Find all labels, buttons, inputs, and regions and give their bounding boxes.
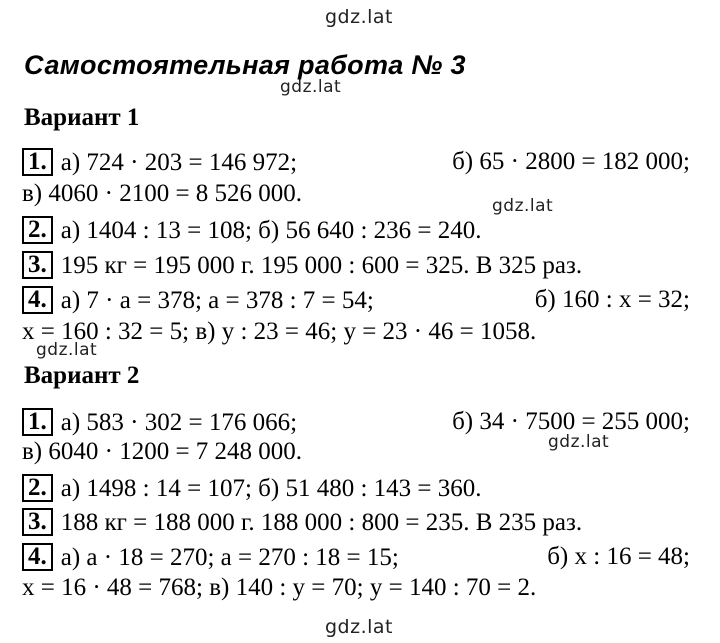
v2-task-3-number: 3.: [22, 508, 53, 536]
v2-task-3: [22, 508, 582, 537]
v1-task-2-number: 2.: [22, 216, 53, 244]
v2-task-2-number: 2.: [22, 474, 53, 502]
v2-task-4-line-1: [22, 543, 690, 572]
v1-task-1-part-b: б) 65 · 2800 = 182 000;: [452, 148, 690, 175]
watermark: gdz.lat: [492, 196, 554, 216]
v2-task-1-part-b: б) 34 · 7500 = 255 000;: [452, 408, 690, 435]
v2-task-4-part-b: б) x : 16 = 48;: [547, 543, 690, 570]
v2-task-4-part-c: x = 16 · 48 = 768; в) 140 : y = 70; y = 140 : 70 = 2.: [22, 574, 537, 601]
variant-2-heading: Вариант 2: [24, 362, 140, 389]
v2-task-2-text: а) 1498 : 14 = 107; б) 51 480 : 143 = 360.: [60, 475, 482, 502]
v2-task-1-part-c: в) 6040 · 1200 = 7 248 000.: [22, 438, 303, 465]
v1-task-2-text: а) 1404 : 13 = 108; б) 56 640 : 236 = 240.: [60, 217, 482, 244]
v1-task-1-part-a: а) 724 · 203 = 146 972;: [60, 149, 298, 176]
v1-task-2: [22, 216, 482, 245]
v2-task-2: [22, 474, 482, 503]
v2-task-1-line-1: [22, 408, 690, 437]
v1-task-3-text: 195 кг = 195 000 г. 195 000 : 600 = 325. В 325 раз.: [60, 252, 583, 279]
v2-task-4-part-a: а) a · 18 = 270; a = 270 : 18 = 15;: [60, 544, 399, 571]
v1-task-1-part-c: в) 4060 · 2100 = 8 526 000.: [22, 180, 303, 207]
v1-task-4-part-b: б) 160 : x = 32;: [534, 286, 690, 313]
v2-task-3-text: 188 кг = 188 000 г. 188 000 : 800 = 235. В 235 раз.: [60, 509, 583, 536]
v1-task-1-line-1: [22, 148, 690, 177]
variant-1-heading: Вариант 1: [24, 104, 140, 131]
v1-task-3: [22, 251, 582, 280]
watermark: gdz.lat: [325, 6, 394, 28]
v1-task-4-line-1: [22, 286, 690, 315]
watermark: gdz.lat: [548, 432, 610, 452]
v2-task-1-number: 1.: [22, 408, 53, 436]
watermark: gdz.lat: [280, 77, 342, 97]
v1-task-4-part-a: а) 7 · a = 378; a = 378 : 7 = 54;: [60, 287, 374, 314]
v2-task-4-number: 4.: [22, 543, 53, 571]
watermark: gdz.lat: [36, 340, 98, 360]
v2-task-1-part-a: а) 583 · 302 = 176 066;: [60, 409, 298, 436]
v1-task-4-number: 4.: [22, 286, 53, 314]
watermark: gdz.lat: [325, 616, 394, 638]
v1-task-3-number: 3.: [22, 251, 53, 279]
page-title: Самостоятельная работа № 3: [24, 50, 466, 80]
v1-task-1-number: 1.: [22, 148, 53, 176]
v1-task-4-part-c: x = 160 : 32 = 5; в) y : 23 = 46; y = 23 · 46 = 1058.: [22, 318, 537, 345]
